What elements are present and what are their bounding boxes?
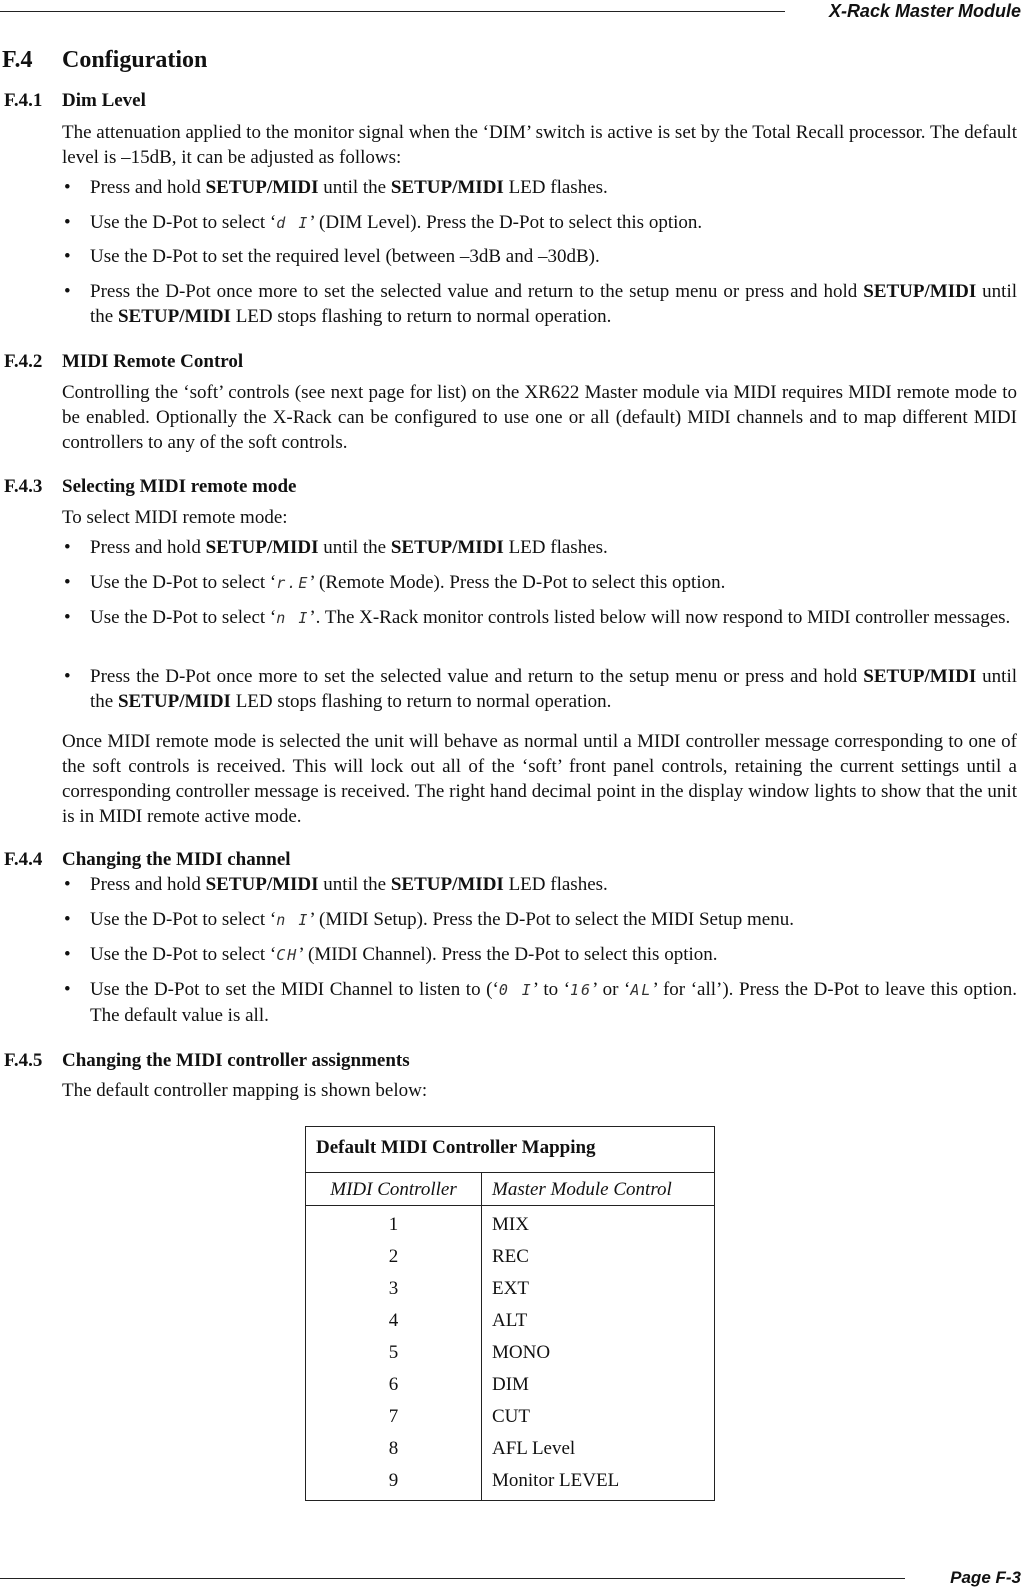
list-item: • Use the D-Pot to set the required level (between –3dB and –30dB). <box>64 246 600 267</box>
bullet: • <box>64 979 71 1000</box>
bullet: • <box>64 572 71 593</box>
list-item: • Press and hold SETUP/MIDI until the SETUP/MIDI LED flashes. <box>64 537 608 558</box>
table-cell: 2 <box>306 1240 482 1272</box>
table-cell: REC <box>492 1245 529 1267</box>
table-cell: 7 <box>306 1400 482 1432</box>
page-header <box>0 0 1033 26</box>
table-cell: 9 <box>306 1464 482 1501</box>
subsection-number: F.4.5 <box>4 1050 43 1071</box>
table-cell: 4 <box>306 1304 482 1336</box>
bullet: • <box>64 944 71 965</box>
display-code: AL <box>630 981 653 999</box>
page-number: Page F-3 <box>950 1568 1021 1587</box>
subsection-title: Changing the MIDI controller assignments <box>62 1050 410 1071</box>
subsection-number: F.4.3 <box>4 476 43 497</box>
midi-mapping-table <box>305 1126 715 1501</box>
table-cell: AFL Level <box>492 1437 576 1459</box>
table-cell: 8 <box>306 1432 482 1464</box>
subsection-title: Changing the MIDI channel <box>62 849 291 870</box>
table-cell: MONO <box>492 1341 551 1363</box>
list-item: • Use the D-Pot to select ‘d I’ (DIM Level). Press the D-Pot to select this option. <box>64 212 703 233</box>
table-row <box>306 1432 715 1464</box>
bullet: • <box>64 909 71 930</box>
section-title: Configuration <box>62 47 208 73</box>
table-cell: 5 <box>306 1336 482 1368</box>
list-item: • Use the D-Pot to select ‘CH’ (MIDI Channel). Press the D-Pot to select this option. <box>64 944 718 965</box>
section-number: F.4 <box>2 47 33 73</box>
table-row <box>306 1272 715 1304</box>
display-code: 16 <box>570 981 593 999</box>
list-item: • Use the D-Pot to select ‘n I’. The X-Rack monitor controls listed below will now respond to MIDI controller messages. <box>64 607 1011 628</box>
table-cell: DIM <box>492 1373 529 1395</box>
bullet: • <box>64 537 71 558</box>
table-cell: 6 <box>306 1368 482 1400</box>
paragraph: The default controller mapping is shown below: <box>62 1080 428 1101</box>
bullet: • <box>64 177 71 198</box>
bullet: • <box>64 281 71 302</box>
header-title: X-Rack Master Module <box>828 1 1021 21</box>
header-rule <box>0 11 785 12</box>
table-cell: CUT <box>492 1405 530 1427</box>
table-header-row <box>306 1173 715 1206</box>
table-row <box>306 1206 715 1241</box>
column-header: MIDI Controller <box>306 1173 482 1206</box>
table-caption: Default MIDI Controller Mapping <box>306 1127 715 1173</box>
subsection-title: Dim Level <box>62 90 146 111</box>
display-code: r.E <box>276 574 310 592</box>
table-cell: ALT <box>492 1309 528 1331</box>
bullet: • <box>64 666 71 687</box>
table-cell: Monitor LEVEL <box>492 1469 620 1491</box>
paragraph: Controlling the ‘soft’ controls (see next page for list) on the XR622 Master module via MIDI requires MIDI remote mode to be enabled. Optionally the X-Rack can be configured to use one or all (default) MIDI channels and to map different MIDI controllers to any of the soft controls. <box>62 382 1017 453</box>
table-cell: 1 <box>306 1206 482 1241</box>
list-item: • Press the D-Pot once more to set the selected value and return to the setup menu or press and hold SETUP/MIDI until the SETUP/MIDI LED stops flashing to return to normal operation. <box>64 666 1018 712</box>
display-code: n I <box>276 911 310 929</box>
paragraph: To select MIDI remote mode: <box>62 507 288 528</box>
display-code: d I <box>276 214 310 232</box>
display-code: n I <box>276 609 310 627</box>
subsection-number: F.4.1 <box>4 90 43 111</box>
list-item: • Press and hold SETUP/MIDI until the SETUP/MIDI LED flashes. <box>64 874 608 895</box>
table-cell: MIX <box>492 1213 529 1235</box>
table-row <box>306 1336 715 1368</box>
page-footer <box>0 1565 1033 1591</box>
table-row <box>306 1240 715 1272</box>
bullet: • <box>64 212 71 233</box>
list-item: • Use the D-Pot to select ‘n I’ (MIDI Setup). Press the D-Pot to select the MIDI Setup menu. <box>64 909 794 930</box>
column-header: Master Module Control <box>482 1173 715 1206</box>
list-item: • Press the D-Pot once more to set the selected value and return to the setup menu or press and hold SETUP/MIDI until the SETUP/MIDI LED stops flashing to return to normal operation. <box>64 281 1018 327</box>
table-row <box>306 1368 715 1400</box>
paragraph: Once MIDI remote mode is selected the unit will behave as normal until a MIDI controller message corresponding to one of the soft controls is received. This will lock out all of the ‘soft’ front panel controls, retaining the current settings until a corresponding controller message is received. The right hand decimal point in the display window lights to show that the unit is in MIDI remote active mode. <box>62 731 1017 827</box>
list-item: • Press and hold SETUP/MIDI until the SETUP/MIDI LED flashes. <box>64 177 608 198</box>
footer-rule <box>0 1578 905 1579</box>
list-item: • Use the D-Pot to select ‘r.E’ (Remote Mode). Press the D-Pot to select this option. <box>64 572 726 593</box>
bullet: • <box>64 874 71 895</box>
display-code: CH <box>276 946 299 964</box>
table-row <box>306 1304 715 1336</box>
bullet: • <box>64 246 71 267</box>
subsection-number: F.4.2 <box>4 351 43 372</box>
table-cell: EXT <box>492 1277 529 1299</box>
display-code: 0 I <box>498 981 533 999</box>
bullet: • <box>64 607 71 628</box>
subsection-title: Selecting MIDI remote mode <box>62 476 297 497</box>
table-row <box>306 1464 715 1501</box>
subsection-title: MIDI Remote Control <box>62 351 244 372</box>
table-row <box>306 1400 715 1432</box>
list-item: • Use the D-Pot to set the MIDI Channel to listen to (‘0 I’ to ‘16’ or ‘AL’ for ‘all’). Press the D-Pot to leave this option. The default value is all. <box>64 979 1017 1026</box>
paragraph: The attenuation applied to the monitor signal when the ‘DIM’ switch is active is set by the Total Recall processor. The default level is –15dB, it can be adjusted as follows: <box>62 122 1017 168</box>
subsection-number: F.4.4 <box>4 849 43 870</box>
table-cell: 3 <box>306 1272 482 1304</box>
